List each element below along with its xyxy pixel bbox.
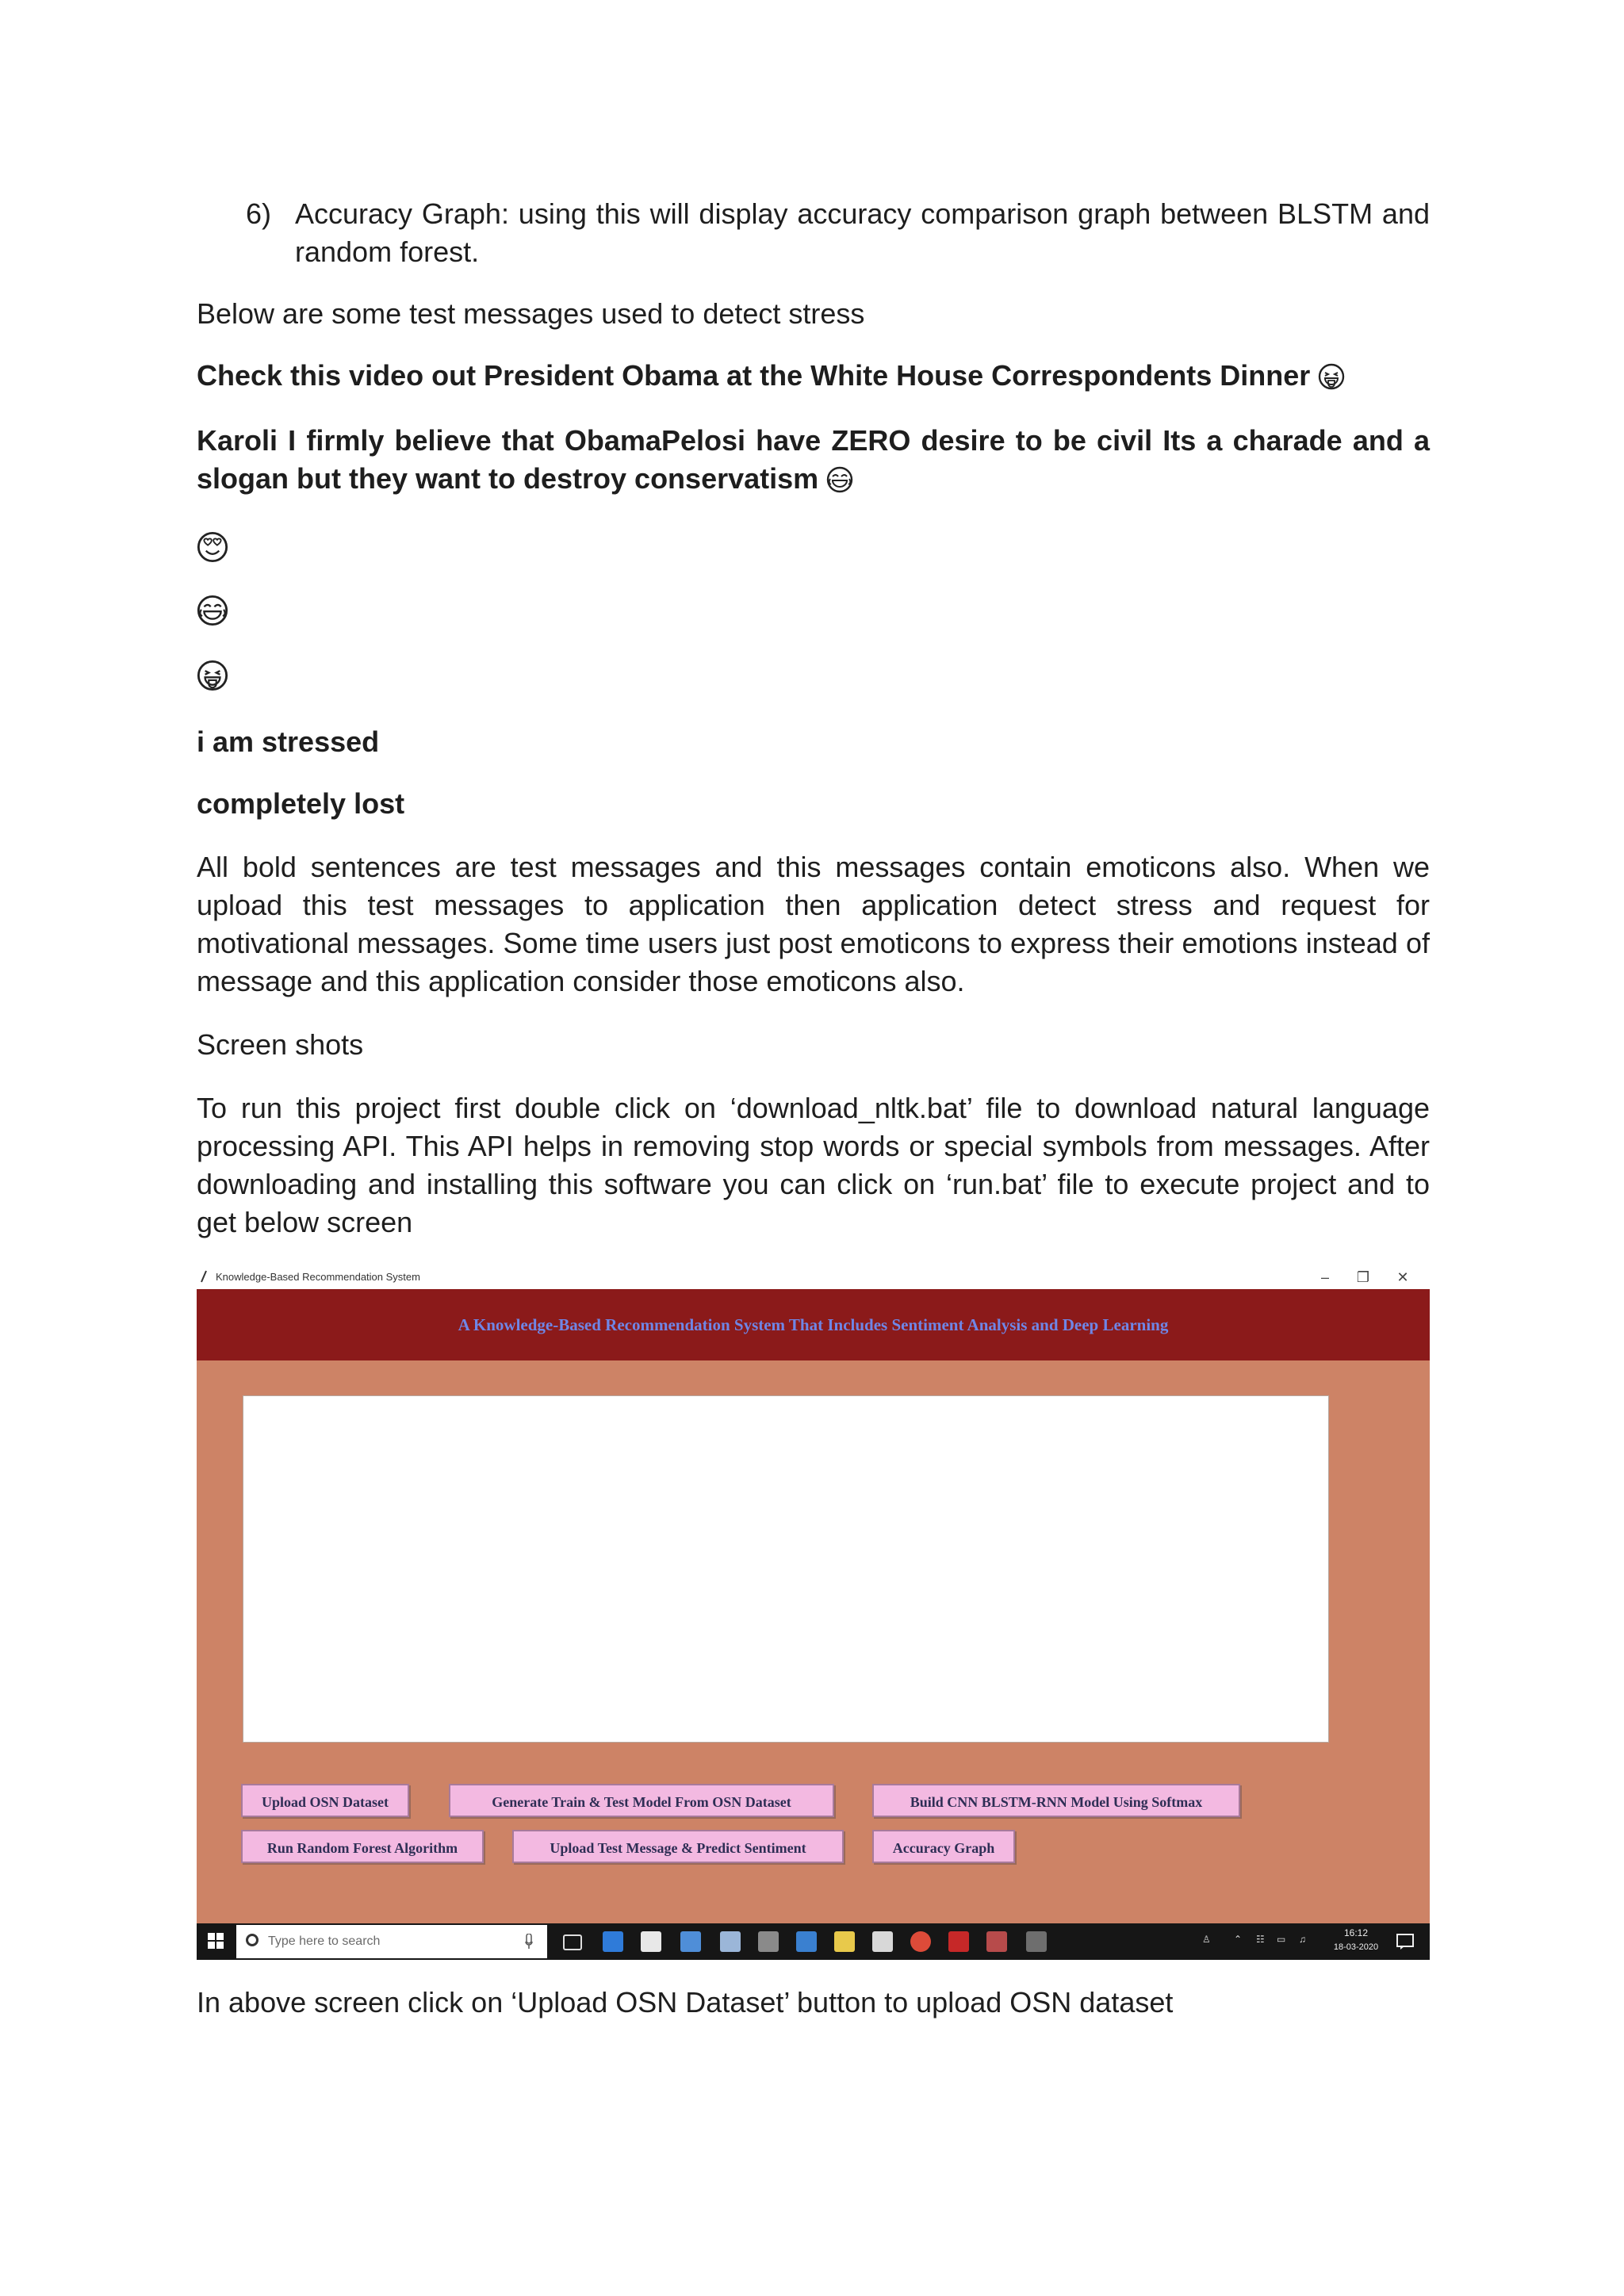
edge-browser-icon[interactable] [603,1931,623,1952]
close-button[interactable]: ✕ [1396,1269,1409,1285]
search-placeholder: Type here to search [268,1934,381,1948]
feather-icon [200,1270,208,1283]
microphone-icon[interactable] [525,1934,533,1950]
paint-icon[interactable] [986,1931,1007,1952]
network-tray-icon[interactable]: ☷ [1256,1934,1265,1945]
windows-taskbar [197,1923,1430,1960]
search-icon [246,1934,259,1946]
task-view-icon[interactable] [563,1934,582,1950]
app-heading: A Knowledge-Based Recommendation System That Includes Sentiment Analysis and Deep Learning [458,1315,1169,1334]
build-cnn-blstm-rnn-button[interactable]: Build CNN BLSTM-RNN Model Using Softmax [872,1784,1240,1817]
laughing-tongue-emoji-icon [1318,363,1345,390]
store-icon[interactable] [641,1931,661,1952]
explanation-paragraph: All bold sentences are test messages and this messages contain emoticons also. When we upload this test messages to application then application detect stress and request for motivational messages. Some time users just post emoticons to express their emotions instead of message and this application consider those emoticons also. [197,851,1430,997]
tears-of-joy-emoji-icon [826,466,853,493]
document-icon[interactable] [872,1931,893,1952]
screenshots-heading: Screen shots [197,1028,364,1061]
people-icon[interactable]: ♙ [1202,1934,1211,1945]
tray-chevron-icon[interactable]: ⌃ [1234,1934,1243,1945]
network-app-icon[interactable] [680,1931,701,1952]
taskbar-search-box[interactable] [236,1925,547,1958]
taskbar-clock-date[interactable]: 18-03-2020 [1333,1942,1379,1952]
app-screenshot [197,1265,1430,1960]
chrome-icon[interactable] [910,1931,931,1952]
file-explorer-icon[interactable] [834,1931,855,1952]
taskbar-clock-time[interactable]: 16:12 [1343,1927,1369,1938]
notification-center-icon[interactable] [1396,1933,1415,1950]
test-message-1-text: Check this video out President Obama at the White House Correspondents Dinner [197,359,1311,392]
calculator-icon[interactable] [796,1931,817,1952]
app-header [197,1289,1430,1360]
laughing-tongue-emoji-icon [197,660,228,691]
output-text-area[interactable] [243,1395,1329,1743]
test-message-1 [197,357,1430,395]
heart-eyes-emoji-icon [197,531,228,563]
screenshot-caption: In above screen click on ‘Upload OSN Dataset’ button to upload OSN dataset [197,1986,1174,2019]
run-random-forest-button[interactable]: Run Random Forest Algorithm [241,1830,484,1863]
run-instructions-paragraph: To run this project first double click on ‘download_nltk.bat’ file to download natural language processing API. This API helps in removing stop words or special symbols from messages. After downloading and installing this software you can click on ‘run.bat’ file to execute project and to get below screen [197,1092,1430,1238]
minimize-button[interactable]: – [1320,1269,1329,1285]
test-message-4: completely lost [197,787,405,820]
battery-tray-icon[interactable]: ▭ [1277,1934,1286,1945]
generate-train-test-model-button[interactable]: Generate Train & Test Model From OSN Dataset [449,1784,834,1817]
test-message-2-text: Karoli I firmly believe that ObamaPelosi have ZERO desire to be civil Its a charade and a slogan but they want to destroy conservatism [197,424,1430,495]
volume-tray-icon[interactable]: ♫ [1299,1934,1306,1945]
pdf-reader-icon[interactable] [948,1931,969,1952]
windows-start-icon[interactable] [208,1933,224,1949]
upload-test-message-button[interactable]: Upload Test Message & Predict Sentiment [512,1830,844,1863]
python-window-icon[interactable] [1026,1931,1047,1952]
upload-osn-dataset-button[interactable]: Upload OSN Dataset [241,1784,409,1817]
window-title: Knowledge-Based Recommendation System [216,1271,420,1283]
list-item-text: Accuracy Graph: using this will display accuracy comparison graph between BLSTM and random forest. [295,197,1430,268]
restore-button[interactable]: ❐ [1356,1269,1370,1285]
app-icon[interactable] [720,1931,741,1952]
test-messages-intro: Below are some test messages used to detect stress [197,297,865,330]
list-item-number: 6) [246,197,272,230]
tears-of-joy-emoji-icon [197,595,228,626]
window-titlebar [197,1265,1430,1289]
test-message-2 [197,422,1430,498]
terminal-icon[interactable] [758,1931,779,1952]
accuracy-graph-button[interactable]: Accuracy Graph [872,1830,1015,1863]
test-message-3: i am stressed [197,725,380,758]
